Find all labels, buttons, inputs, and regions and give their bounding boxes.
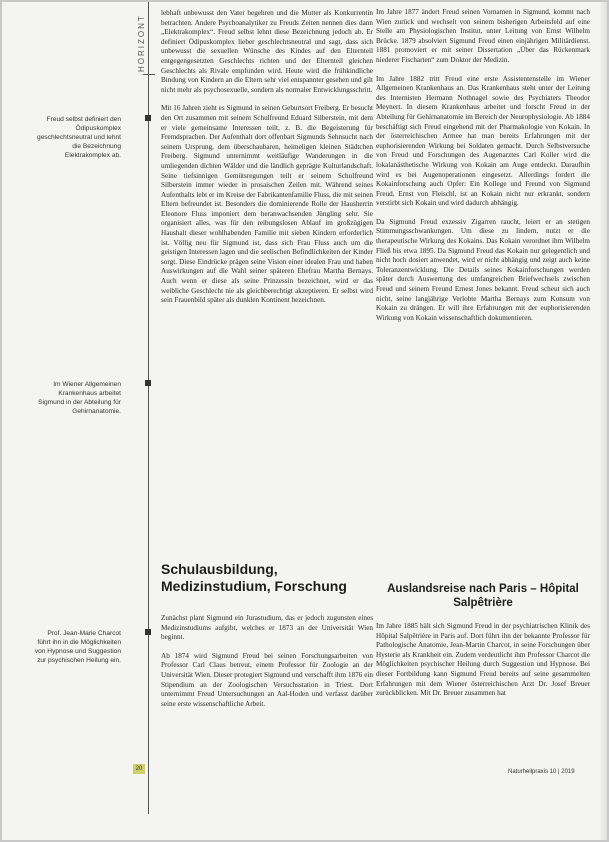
side-note-hospital: Im Wiener Allgemeinen Krankenhaus arbeitet Sigmund in der Abteilung für Gehirnanatomie.	[38, 381, 121, 415]
paragraph: lebhaft unbewusst den Vater begehren und die Mutter als Konkurrentin betrachten. Andere Psychoanalytiker zu Freuds Zeiten nennen dies dann „Elektrakomplex“. Freud selbst lehnt diese Bezeichnung jedoch ab. Er definiert Ödipuskomplex lieber geschlechtsneutral und sagt, dass sich unbewusst die sexuellen Wünsche des Kindes auf den Elternteil entgegengesetzten Geschlechts richten und der Elternteil gleichen Geschlechts als Rivale empfunden wird. Heute wird die frühkindliche Bindung von Kindern an die Eltern sehr viel entspannter gesehen und gilt nicht mehr als psychosexuelle, sondern als normaler Entwicklungsschritt.	[161, 9, 373, 94]
right-column-body	[376, 8, 590, 332]
paragraph: Im Jahre 1882 tritt Freud eine erste Assistentenstelle im Wiener Allgemeinen Krankenhaus an. Das Krankenhaus steht unter der Leitung des Internisten Hermann Nothnagel sowie des Psychiaters Theodor Meynert. In diesem Krankenhaus arbeitet und forscht Freud in der Abteilung für Gehirnanatomie im Bereich der Neurophysiologie. Ab 1884 beschäftigt sich Freud eingehend mit der Pharmakologie von Kokain. In der österreichischen Armee hat man bereits Erfahrungen mit der euphorisierenden Wirkung bei Soldaten gemacht. Durch Selbstversuche von Freud und Forschungen des Augenarztes Carl Koller wird die lokalanästhetische Wirkung von Kokain am Auge entdeckt. Daraufhin wird es bei Augenoperationen eingesetzt. Allerdings fordert die Kokainforschung auch Opfer: Ein Kollege und Freund von Sigmund Freud, Ernst von Fleischl, ist an Kokain nicht nur erkrankt, sondern verstirbt sich Kokain und wird dadurch abhängig.	[376, 74, 590, 208]
side-note-marker-1	[145, 115, 151, 121]
section-heading-paris: Auslandsreise nach Paris – Hôpital Salpêtrière	[387, 583, 579, 609]
magazine-page	[2, 2, 607, 840]
section-heading-education: Schulausbildung, Medizinstudium, Forschung	[161, 561, 347, 594]
paragraph: Mit 16 Jahren zieht es Sigmund in seinen Geburtsort Freiberg. Er besucht den Ort zusammen mit seinem Schulfreund Eduard Silberstein, mit dem er viele gemeinsame Interessen teilt, z. B. die Begeisterung für Fremdsprachen. Der Aufenthalt dort offenbart Sigmunds Sehnsucht nach seinem Ursprung, dem überschaubaren, heimeligen kleinen Städtchen Freiberg. Sigmund unternimmt weitläufige Wanderungen in die umliegenden dichten Wälder und die ländlich geprägte Kulturlandschaft. Seine tiefsinnigen Gemütsregungen teilt er seinem Schulfreund Silberstein immer wieder in prosaischen Zeilen mit. Während seines Aufenthalts lebt er im Kreise der Fabrikantenfamilie Fluss, die mit seinen Eltern befreundet ist. Besonders die dominierende Rolle der Hausherrin Eleonore Fluss imponiert dem heranwachsenden Jüngling sehr. Sie organisiert alles, was für den reibungslosen Ablauf im großzügigen Haushalt dieser wohlhabenden Familie mit sieben Kindern erforderlich ist. Völlig neu für Sigmund ist, dass sich Frau Fluss auch um die geistigen Interessen lagen und die seelischen Befindlichkeiten der Kinder sorgt. Diese Eindrücke prägen seine Vision einer idealen Frau und haben Auswirkungen auf die Wahl seiner späteren Ehefrau Martha Bernays. Auch wenn er diese als seine Prinzessin bezeichnet, wird er das weibliche Geschlecht nie als gleichberechtigt akzeptieren. Er selbst wird sein Frauenbild später als dunklen Kontinent bezeichnen.	[161, 104, 373, 305]
section-label-tick	[143, 74, 155, 75]
page-number: 20	[133, 764, 145, 774]
right-column-body-lower	[376, 622, 590, 708]
paragraph: Im Jahre 1877 ändert Freud seinen Vornamen in Sigmund, kommt nach Wien zurück und wechselt von seinem bisherigen Arbeitsfeld auf eine Stelle am Physiologischen Institut, unter Leitung von Ernst Wilhelm Brücke. 1879 absolviert Sigmund Freud einen einjährigen Militärdienst. 1881 promoviert er mit seiner Dissertation „Über das Rückenmark niederer Fischarten“ zum Doktor der Medizin.	[376, 8, 590, 64]
side-note-oedipus: Freud selbst definiert den Ödipuskomplex geschlechtsneutral und lehnt die Bezeichnung Elektrakomplex ab.	[37, 116, 121, 159]
magazine-footer: Naturheilpraxis 10 | 2019	[508, 769, 575, 775]
paragraph: Zunächst plant Sigmund ein Jurastudium, das er jedoch zugunsten eines Medizinstudiums aufgibt, welches er 1873 an der Universität Wien beginnt.	[161, 614, 373, 642]
side-note-marker-2	[145, 380, 151, 386]
section-label: HORIZONT	[137, 14, 146, 72]
side-note-marker-3	[145, 629, 151, 635]
paragraph: Da Sigmund Freud exzessiv Zigarren raucht, leiert er an stetigen Stimmungsschwankungen. Um diese zu lindern, nutzt er die therapeutische Wirkung des Kokains. Das Kokain verordnet ihm Wilhelm Fließ bis etwa 1895. Da Sigmund Freud das Kokain nur gelegentlich und nicht hoch dosiert anwendet, wird er nicht abhängig und zeigt auch keine Toleranzentwicklung. Die Details seines Kokainforschungen werden später durch Auswertung des umfangreichen Briefwechsels zwischen Freud und seinem Freund Ernest Jones bekannt. Freud scheut sich auch nicht, seine langjährige Verlobte Martha Bernays zum Konsum von Kokain zu drängen. Er will ihre Erfahrungen mit der euphorisierenden Wirkung von Kokain wissenschaftlich dokumentieren.	[376, 217, 590, 322]
middle-column-body	[161, 9, 373, 315]
vertical-rule	[148, 2, 149, 814]
paragraph: Ab 1874 wird Sigmund Freud bei seinen Forschungsarbeiten von Professor Carl Claus betreut, einem Professor für Zoologie an der Universität Wien. Dieser protegiert Sigmund und verschafft ihm 1876 ein Stipendium an der Zoologischen Versuchsstation in Triest. Dort unternimmt Freud Untersuchungen an Aal-Hoden und verfasst darüber seine erste wissenschaftliche Arbeit.	[161, 651, 373, 708]
paragraph: Im Jahre 1885 hält sich Sigmund Freud in der psychiatrischen Klinik des Hôpital Salpêtrière in Paris auf. Dort führt ihn der bekannte Professor für Pathologische Anatomie, Jean-Martin Charcot, in seine Forschungen über Hysterie als Krankheit ein. Zudem verdeutlicht ihm Professor Charcot die Möglichkeiten psychischer Heilung durch Suggestion und Hypnose. Bei dieser Fortbildung kann Sigmund Freud bereits auf seine gesammelten Erfahrungen mit dem Wiener österreichischen Arzt Dr. Josef Breuer zurückblicken. Mit Dr. Breuer zusammen hat	[376, 622, 590, 698]
side-note-charcot: Prof. Jean-Marie Charcot führt ihn in die Möglichkeiten von Hypnose und Suggestion zur psychischen Heilung ein.	[34, 630, 121, 664]
middle-column-body-lower	[161, 614, 373, 718]
